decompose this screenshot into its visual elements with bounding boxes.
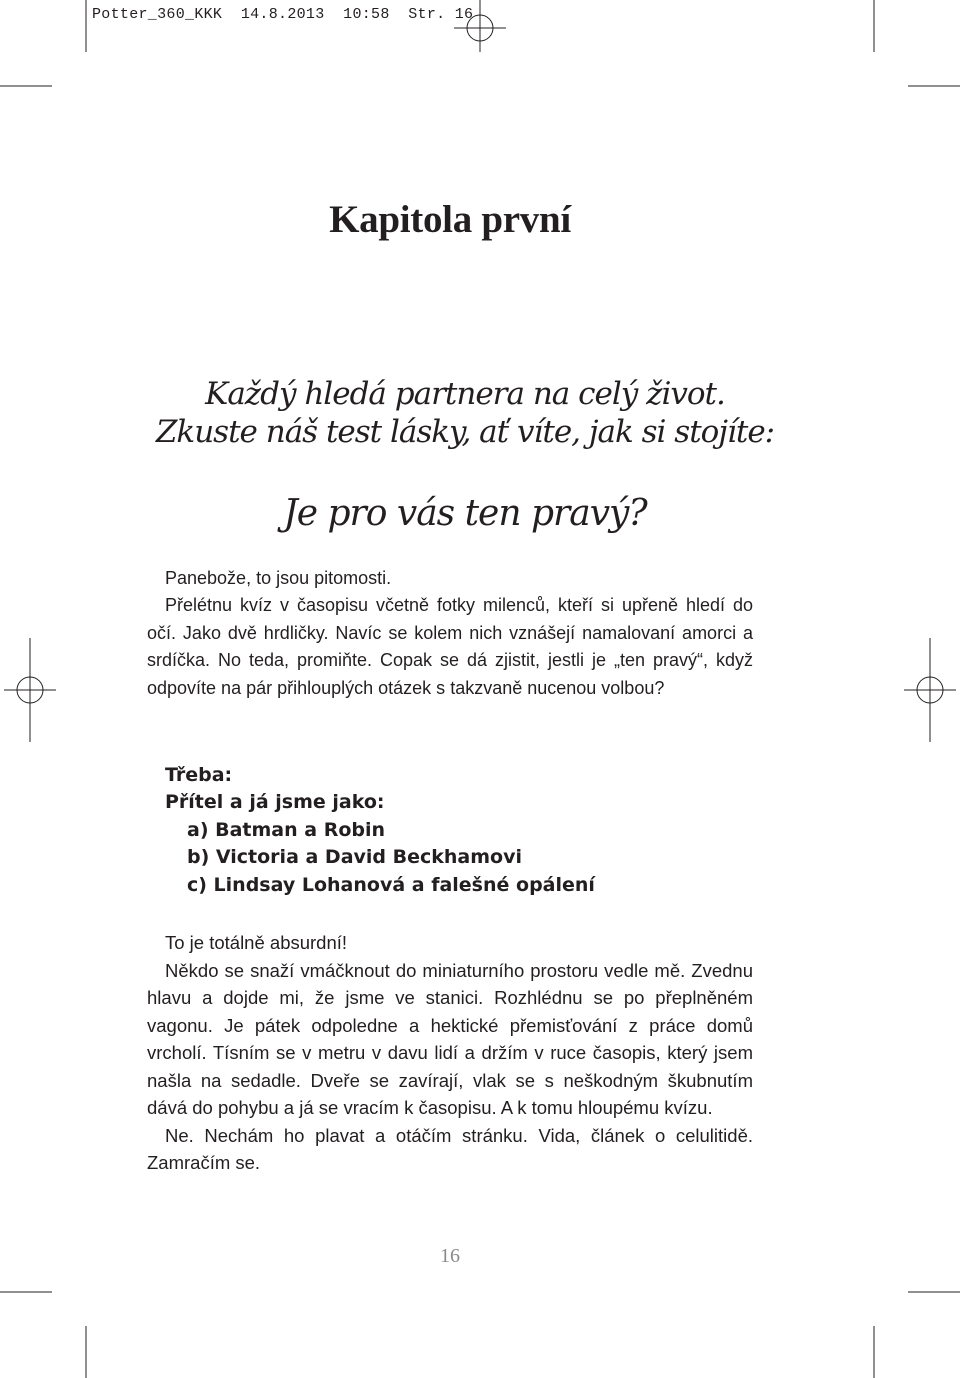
paragraph: Někdo se snaží vmáčknout do miniaturního prostoru vedle mě. Zvednu hlavu a dojde mi, že jsme ve stanici. Rozhlédnu se po přeplněném vagonu. Je pátek odpoledne a hektické přemisťování z práce domů vrcholí. Tísním se v metru v davu lidí a držím v ruce časopis, který jsem našla na sedadle. Dveře se zavírají, vlak se s neškodným škubnutím dává do pohybu a já se vracím k časopisu. A k tomu hloupému kvízu. <box>147 959 753 1118</box>
paragraph: Přelétnu kvíz v časopisu včetně fotky milenců, kteří si upřeně hledí do očí. Jako dvě hrdličky. Navíc se kolem nich vznášejí namalovaní amorci a srdíčka. No teda, promiňte. Copak se dá zjistit, jestli je „ten pravý“, když odpovíte na pár přihlouplých otázek s takzvaně nucenou volbou? <box>147 595 753 698</box>
printer-slug: Potter_360_KKK 14.8.2013 10:58 Str. 16 <box>92 6 474 23</box>
chapter-title: Kapitola první <box>329 198 571 241</box>
handwritten-line-1: Každý hledá partnera na celý život. <box>205 376 725 412</box>
paragraph: To je totálně absurdní! <box>165 932 348 953</box>
quiz-block <box>165 762 595 899</box>
registration-target-top <box>454 0 506 52</box>
page-number: 16 <box>440 1245 460 1267</box>
quiz-option-a: a) Batman a Robin <box>187 818 386 841</box>
quiz-option-b: b) Victoria a David Beckhamovi <box>187 846 523 869</box>
paragraph: Ne. Nechám ho plavat a otáčím stránku. Vida, článek o celulitidě. Zamračím se. <box>147 1124 753 1173</box>
registration-target-right <box>904 638 956 742</box>
quiz-question: Přítel a já jsme jako: <box>165 791 385 814</box>
paragraph: Panebože, to jsou pitomosti. <box>165 568 392 588</box>
registration-target-left <box>4 638 56 742</box>
quiz-heading: Třeba: <box>165 764 233 786</box>
quiz-option-c: c) Lindsay Lohanová a falešné opálení <box>187 873 595 896</box>
handwritten-line-2: Zkuste náš test lásky, ať víte, jak si stojíte: <box>155 414 775 450</box>
intro-text <box>147 565 753 702</box>
handwritten-headline: Je pro vás ten pravý? <box>283 493 647 534</box>
body-text <box>147 929 753 1177</box>
